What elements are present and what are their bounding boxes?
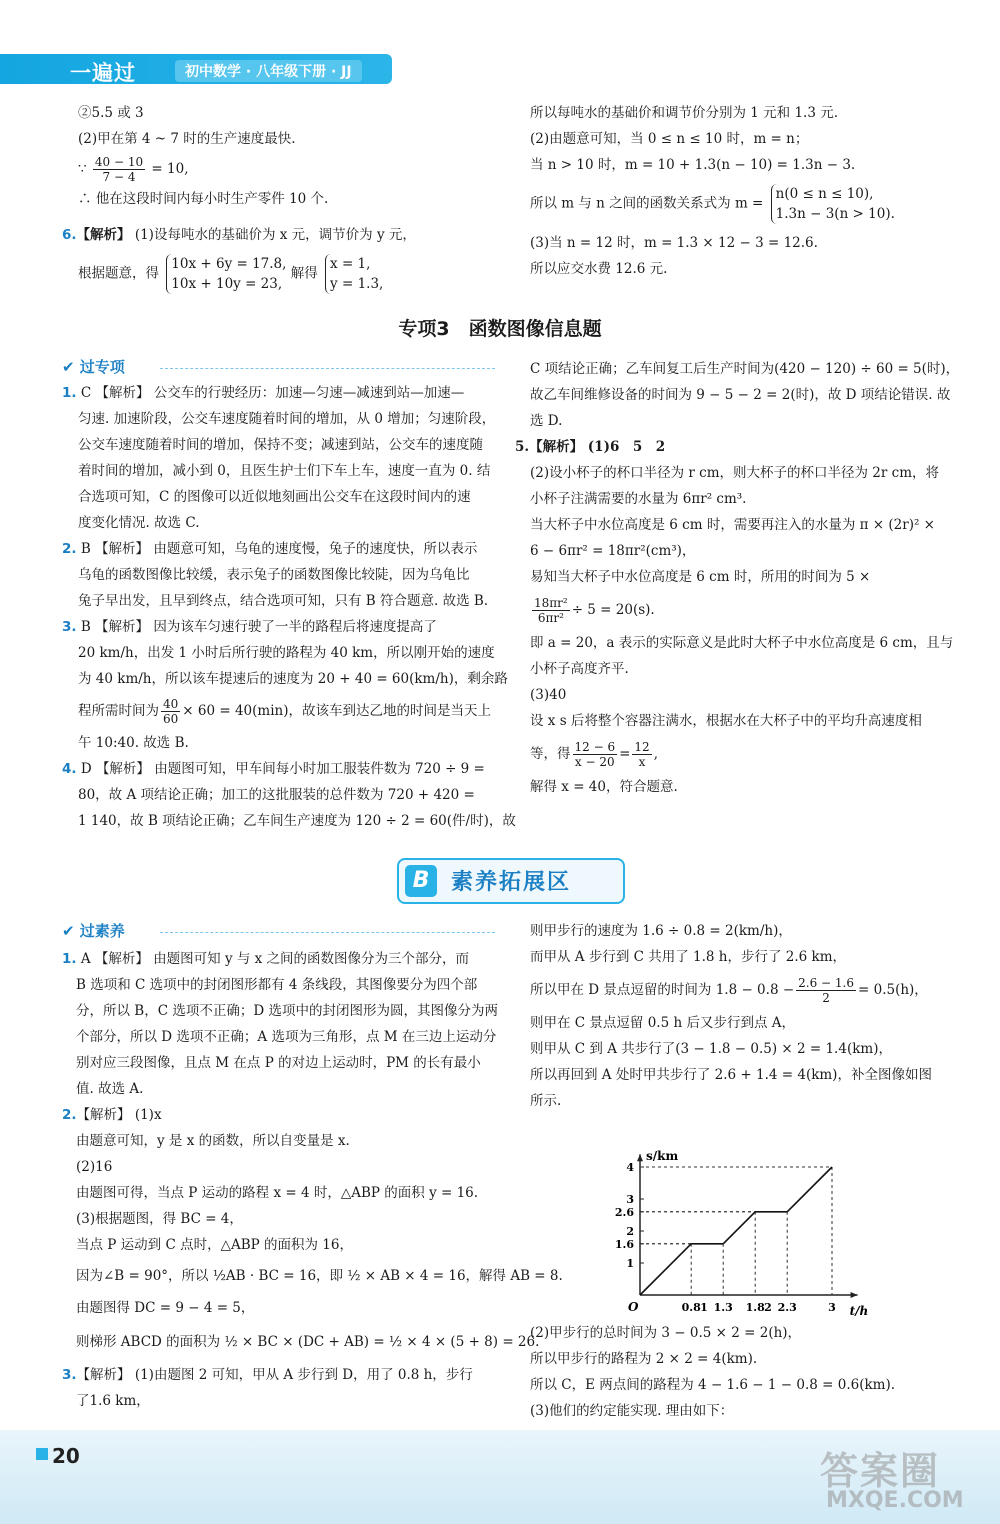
- section-tag: ✔ 过素养: [62, 922, 125, 940]
- text-line: 当点 P 运动到 C 点时，△ABP 的面积为 16，: [76, 1237, 353, 1253]
- text-line: 所以每吨水的基础价和调节价分别为 1 元和 1.3 元.: [530, 105, 839, 121]
- question-number: 6.: [62, 227, 77, 243]
- y-tick-label: 1.6: [614, 1237, 634, 1251]
- text-line: (2)16: [76, 1159, 113, 1175]
- text-line: 2. B 【解析】 由题意可知，乌龟的速度慢，兔子的速度快，所以表示: [62, 541, 478, 557]
- b-right-tail: [530, 1320, 895, 1424]
- text-line: 别对应三段图像，且点 M 在点 P 的对边上运动时，PM 的长有最小: [76, 1055, 481, 1071]
- text-line: 3.【解析】 (1)由题图 2 可知，甲从 A 步行到 D，用了 0.8 h，步行: [62, 1367, 473, 1383]
- text-line: 即 a = 20，a 表示的实际意义是此时大杯子中水位高度是 6 cm，且与: [530, 635, 954, 651]
- text-line: 由题图可得，当点 P 运动的路程 x = 4 时，△ABP 的面积 y = 16.: [76, 1185, 479, 1201]
- fraction: $\frac{\text{18πr²}}{\text{6πr²}}$: [534, 596, 568, 625]
- x-tick-label: 1.8: [745, 1301, 765, 1314]
- solution-system: x = 1, y = 1.3,: [325, 254, 383, 294]
- frac-line: $\frac{\text{18πr²}}{\text{6πr²}}$ ÷ 5 = 20(s).: [534, 596, 655, 625]
- x-axis-arrow: [851, 1292, 858, 1298]
- text-line: 解得 x = 40，符合题意.: [530, 779, 678, 795]
- y-tick-label: 2: [626, 1225, 634, 1238]
- series-segment: [640, 1244, 691, 1295]
- text-line: 度变化情况. 故选 C.: [78, 515, 200, 531]
- text-line: 1. C 【解析】 公交车的行驶经历：加速—匀速—减速到站—加速—: [62, 385, 465, 401]
- text-line: 则甲从 C 到 A 共步行了(3 − 1.8 − 0.5) × 2 = 1.4(km)，: [530, 1041, 892, 1057]
- page-marker: [36, 1448, 48, 1460]
- watermark: 答案圈: [820, 1449, 941, 1493]
- text-line: 5.【解析】 (1)6 5 2: [515, 439, 666, 455]
- text-line: 小杯子高度齐平.: [530, 661, 629, 677]
- x-tick-label: 1.3: [713, 1301, 733, 1314]
- text-line: 所以应交水费 12.6 元.: [530, 261, 668, 277]
- text-line: (2)设小杯子的杯口半径为 r cm，则大杯子的杯口半径为 2r cm，将: [530, 465, 940, 481]
- text-line: 匀速. 加速阶段，公交车速度随着时间的增加，从 0 增加；匀速阶段，: [78, 411, 496, 427]
- text-line: 由题图得 DC = 9 − 4 = 5，: [76, 1300, 255, 1316]
- text-line: 乌龟的函数图像比较缓，表示兔子的函数图像比较陡，因为乌龟比: [78, 567, 470, 583]
- x-tick-label: 0.8: [681, 1301, 701, 1314]
- x-tick-label: 3: [828, 1301, 836, 1314]
- text-line: 所以 C，E 两点间的路程为 4 − 1.6 − 1 − 0.8 = 0.6(km).: [530, 1377, 896, 1393]
- piecewise-function: n(0 ≤ n ≤ 10), 1.3n − 3(n > 10).: [771, 184, 895, 224]
- text-line: 则甲步行的速度为 1.6 ÷ 0.8 = 2(km/h)，: [530, 923, 792, 939]
- equation-system: 10x + 6y = 17.8, 10x + 10y = 23,: [166, 254, 286, 294]
- text-line: 则甲在 C 景点逗留 0.5 h 后又步行到点 A，: [530, 1015, 795, 1031]
- b-left-block: [62, 946, 563, 1414]
- text-line: 午 10:40. 故选 B.: [78, 735, 189, 751]
- text-line: 值. 故选 A.: [76, 1081, 144, 1097]
- text-line: B 选项和 C 选项中的封闭图形都有 4 条线段，其图像要分为四个部: [76, 977, 478, 993]
- text-line: (3)当 n = 12 时，m = 1.3 × 12 − 3 = 12.6.: [530, 235, 818, 251]
- text-line: 小杯子注满需要的水量为 6πr² cm³.: [530, 491, 747, 507]
- text-line: 80，故 A 项结论正确；加工的这批服装的总件数为 720 + 420 =: [78, 787, 475, 803]
- watermark-url: MXQE.COM: [826, 1488, 964, 1513]
- y-tick-label: 4: [626, 1161, 634, 1174]
- text-line: ②5.5 或 3: [78, 105, 144, 121]
- text-line: (3)40: [530, 687, 567, 703]
- b-section-title: 素养拓展区: [451, 870, 572, 895]
- question-6: 6.【解析】 (1)设每吨水的基础价为 x 元，调节价为 y 元， 根据题意，得 10x + 6y = 17.8, 10x + 10y = 23, 解得 x = 1, y = 1.3,: [62, 227, 416, 292]
- text-line: 了1.6 km，: [76, 1393, 150, 1409]
- text-line: 则梯形 ABCD 的面积为 ½ × BC × (DC + AB) = ½ × 4 × (5 + 8) = 26.: [76, 1334, 540, 1350]
- x-tick-label: 2: [764, 1301, 772, 1314]
- text-line: 故乙车间维修设备的时间为 9 − 5 − 2 = 2(时)，故 D 项结论错误. 故: [530, 387, 951, 403]
- question-5: [515, 434, 953, 800]
- text-line: 公交车速度随着时间的增加，保持不变；减速到站，公交车的速度随: [78, 437, 483, 453]
- book-subtitle: 初中数学 · 八年级下册 · JJ: [175, 60, 362, 82]
- text-line: (3)他们的约定能实现. 理由如下：: [530, 1403, 734, 1419]
- fraction: $\frac{40 - 10}{7 - 4}$: [94, 155, 144, 184]
- text-line: (2)由题意可知，当 0 ≤ n ≤ 10 时，m = n；: [530, 131, 809, 147]
- text-line: 当大杯子中水位高度是 6 cm 时，需要再注入的水量为 π × (2r)² ×: [530, 517, 935, 533]
- text-line: 3. B 【解析】 因为该车匀速行驶了一半的路程后将速度提高了: [62, 619, 437, 635]
- text-line: 合选项可知，C 的图像可以近似地刻画出公交车在这段时间内的速: [78, 489, 471, 505]
- book-logo: 一遍过: [70, 61, 136, 85]
- text-line: 1. A 【解析】 由题图可知 y 与 x 之间的函数图像分为三个部分，而: [62, 951, 470, 967]
- text-line: 而甲从 A 步行到 C 共用了 1.8 h，步行了 2.6 km，: [530, 949, 847, 965]
- relation-line: 所以 m 与 n 之间的函数关系式为 m = n(0 ≤ n ≤ 10), 1.3n − 3(n > 10).: [530, 186, 895, 222]
- origin-label: O: [628, 1300, 639, 1314]
- fraction: $\frac{12 - 6}{x - 20}$: [574, 740, 616, 769]
- text-line: 分，所以 B，C 选项不正确；D 选项中的封闭图形为圆，其图像分为两: [76, 1003, 498, 1019]
- text-line: (2)甲在第 4 ~ 7 时的生产速度最快.: [78, 131, 296, 147]
- top-left-block: [78, 100, 328, 212]
- fraction: $\frac{40}{60}$: [163, 697, 179, 726]
- x-tick-label: 1: [700, 1301, 708, 1314]
- x-tick-label: 2.3: [777, 1301, 797, 1314]
- text-line: C 项结论正确；乙车间复工后生产时间为(420 − 120) ÷ 60 = 5(时)，: [530, 361, 960, 377]
- text-line: 设 x s 后将整个容器注满水，根据水在大杯子中的平均升高速度相: [530, 713, 922, 729]
- text-line: 所以再回到 A 处时甲共步行了 2.6 + 1.4 = 4(km)，补全图像如图: [530, 1067, 932, 1083]
- section-tag: ✔ 过专项: [62, 358, 125, 376]
- section-left-block: [62, 380, 516, 834]
- text-line: 6 − 6πr² = 18πr²(cm³)，: [530, 543, 696, 559]
- text-line: (3)根据题图，得 BC = 4，: [76, 1211, 243, 1227]
- equation-line: 等，得 $\frac{12 - 6}{x - 20}$ = $\frac{12}{x}$ ,: [530, 740, 658, 769]
- frac-line: ∵ $\frac{40 - 10}{7 - 4}$ = 10,: [78, 155, 189, 184]
- text-line: 因为∠B = 90°，所以 ½AB · BC = 16，即 ½ × AB × 4 = 16，解得 AB = 8.: [76, 1268, 563, 1284]
- y-tick-label: 2.6: [614, 1205, 634, 1219]
- y-tick-label: 3: [626, 1193, 634, 1206]
- b-right-block: [530, 918, 932, 1114]
- top-right-block: [530, 100, 895, 282]
- text-line: 所示.: [530, 1093, 562, 1109]
- frac-line: 所以甲在 D 景点逗留的时间为 1.8 − 0.8 − $\frac{2.6 - 1.6}{2}$ = 0.5(h)，: [530, 976, 928, 1005]
- text-line: 1 140，故 B 项结论正确；乙车间生产速度为 120 ÷ 2 = 60(件/时)，故: [78, 813, 516, 829]
- section-title: 专项3 函数图像信息题: [398, 318, 602, 340]
- y-axis-arrow: [637, 1154, 643, 1161]
- fraction: $\frac{2.6 - 1.6}{2}$: [798, 976, 854, 1005]
- divider: [160, 368, 495, 369]
- frac-line: 程所需时间为 $\frac{40}{60}$ × 60 = 40(min)，故该车到达乙地的时间是当天上: [78, 697, 491, 726]
- y-axis-label: s/km: [646, 1149, 679, 1164]
- text-line: (2)甲步行的总时间为 3 − 0.5 × 2 = 2(h)，: [530, 1325, 802, 1341]
- divider: [160, 932, 495, 933]
- x-axis-label: t/h: [849, 1304, 869, 1318]
- analysis-tag: 【解析】: [76, 227, 131, 243]
- b-section-letter: B: [405, 865, 437, 897]
- text-line: 为 40 km/h，所以该车提速后的速度为 20 + 40 = 60(km/h)，剩余路: [78, 671, 508, 687]
- text-line: 由题意可知，y 是 x 的函数，所以自变量是 x.: [76, 1133, 350, 1149]
- text-line: 个部分，所以 D 选项不正确；A 选项为三角形，点 M 在三边上运动分: [76, 1029, 497, 1045]
- y-tick-label: 1: [626, 1257, 634, 1270]
- text-line: 20 km/h，出发 1 小时后所行驶的路程为 40 km，所以刚开始的速度: [78, 645, 495, 661]
- text-line: 易知当大杯子中水位高度是 6 cm 时，所用的时间为 5 ×: [530, 569, 871, 585]
- text-line: 选 D.: [530, 413, 563, 429]
- text-line: 着时间的增加，减小到 0，且医生护士们下车上车，速度一直为 0. 结: [78, 463, 491, 479]
- text-line: 4. D 【解析】 由题图可知，甲车间每小时加工服装件数为 720 ÷ 9 =: [62, 761, 485, 777]
- page-number: 20: [52, 1444, 80, 1468]
- distance-time-graph: [600, 1120, 880, 1320]
- series-segment: [723, 1212, 755, 1244]
- text-line: ∴ 他在这段时间内每小时生产零件 10 个.: [78, 191, 329, 207]
- series-segment: [787, 1167, 832, 1212]
- text-line: 兔子早出发，且早到终点，结合选项可知，只有 B 符合题意. 故选 B.: [78, 593, 489, 609]
- b-section-banner: [397, 858, 625, 904]
- fraction: $\frac{12}{x}$: [634, 740, 650, 769]
- text-line: 2.【解析】 (1)x: [62, 1107, 162, 1123]
- text-line: 所以甲步行的路程为 2 × 2 = 4(km).: [530, 1351, 758, 1367]
- text-line: 当 n > 10 时，m = 10 + 1.3(n − 10) = 1.3n − 3.: [530, 157, 856, 173]
- section-right-block: [530, 356, 959, 434]
